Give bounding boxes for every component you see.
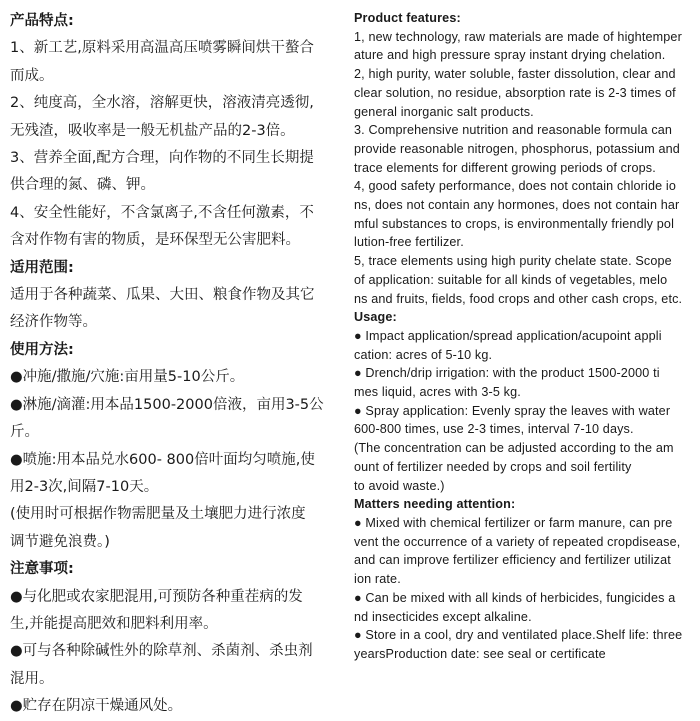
- usage-note-en: (The concentration can be adjusted according to the am ount of fertilizer needed by crops and soil fertility to avoid waste.): [354, 441, 674, 493]
- feature-2-zh: 2、纯度高，全水溶，溶解更快，溶液清亮透彻, 无残渣，吸收率是一般无机盐产品的2-3倍。: [10, 95, 314, 139]
- notes-heading-zh: 注意事项:: [10, 561, 74, 578]
- note-1-en: ● Mixed with chemical fertilizer or farm manure, can pre vent the occurrence of a variety of repeated cropdisease, and can improve fertilizer efficiency and fertilizer utilizat ion rate.: [354, 515, 681, 587]
- feature-1-zh: 1、新工艺,原料采用高温高压喷雾瞬间烘干螯合 而成。: [10, 40, 314, 84]
- usage-note-zh: (使用时可根据作物需肥量及土壤肥力进行浓度 调节避免浪费。): [10, 506, 306, 550]
- usage-heading-zh: 使用方法:: [10, 341, 74, 358]
- scope-text-zh: 适用于各种蔬菜、瓜果、大田、粮食作物及其它 经济作物等。: [10, 287, 315, 331]
- usage-item-2-zh: ●淋施/滴灌:用本品1500-2000倍液，亩用3-5公斤。: [10, 396, 324, 441]
- features-heading-zh: 产品特点:: [10, 13, 74, 29]
- usage-item-3-en: ● Spray application: Evenly spray the leaves with water 600-800 times, use 2-3 times, interval 7-10 days.: [354, 403, 671, 437]
- english-column: [352, 0, 700, 664]
- note-1-zh: ●与化肥或农家肥混用,可预防各种重茬病的发 生,并能提高肥效和肥料利用率。: [10, 588, 303, 632]
- scope-heading-zh: 适用范围:: [10, 259, 74, 276]
- usage-heading-en: Usage:: [354, 310, 397, 325]
- feature-1-en: 1, new technology, raw materials are made of hightemper ature and high pressure spray instant drying chelation.: [354, 29, 682, 63]
- feature-4-zh: 4、安全性能好，不含氯离子,不含任何激素，不 含对作物有害的物质，是环保型无公害肥料。: [10, 204, 314, 249]
- note-2-zh: ●可与各种除碱性外的除草剂、杀菌剂、杀虫剂 混用。: [10, 643, 313, 687]
- feature-4-en: 4, good safety performance, does not contain chloride io ns, does not contain any hormones, does not contain har mful substances to crops, is environmentally friendly pol lution-free fertilizer.: [354, 179, 680, 250]
- features-heading-en: Product features:: [354, 11, 461, 25]
- note-3-zh: ●贮存在阴凉干燥通风处。: [10, 698, 183, 715]
- feature-3-zh: 3、营养全面,配方合理，向作物的不同生长期提 供合理的氮、磷、钾。: [10, 150, 314, 194]
- usage-item-1-zh: ●冲施/撒施/穴施:亩用量5-10公斤。: [10, 369, 245, 386]
- notes-heading-en: Matters needing attention:: [354, 497, 516, 512]
- chinese-column: [0, 0, 336, 721]
- feature-2-en: 2, high purity, water soluble, faster dissolution, clear and clear solution, no residue, absorption rate is 2-3 times of general inorganic salt products.: [354, 67, 676, 119]
- note-2-en: ● Can be mixed with all kinds of herbicides, fungicides a nd insecticides except alkaline.: [354, 590, 676, 624]
- note-3-en: ● Store in a cool, dry and ventilated place.Shelf life: three yearsProduction date: see seal or certificate: [354, 628, 683, 661]
- usage-item-1-en: ● Impact application/spread application/acupoint appli cation: acres of 5-10 kg.: [354, 328, 662, 362]
- usage-item-2-en: ● Drench/drip irrigation: with the product 1500-2000 ti mes liquid, acres with 3-5 kg.: [354, 366, 660, 400]
- feature-5-en: 5, trace elements using high purity chelate state. Scope of application: suitable for all kinds of vegetables, melo ns and fruits, fields, food crops and other cash crops, etc.: [354, 254, 683, 306]
- feature-3-en: 3. Comprehensive nutrition and reasonable formula can provide reasonable nitrogen, phosphorus, potassium and trace elements for different growing periods of crops.: [354, 123, 680, 175]
- usage-item-3-zh: ●喷施:用本品兑水600- 800倍叶面均匀喷施,使 用2-3次,间隔7-10天。: [10, 451, 315, 495]
